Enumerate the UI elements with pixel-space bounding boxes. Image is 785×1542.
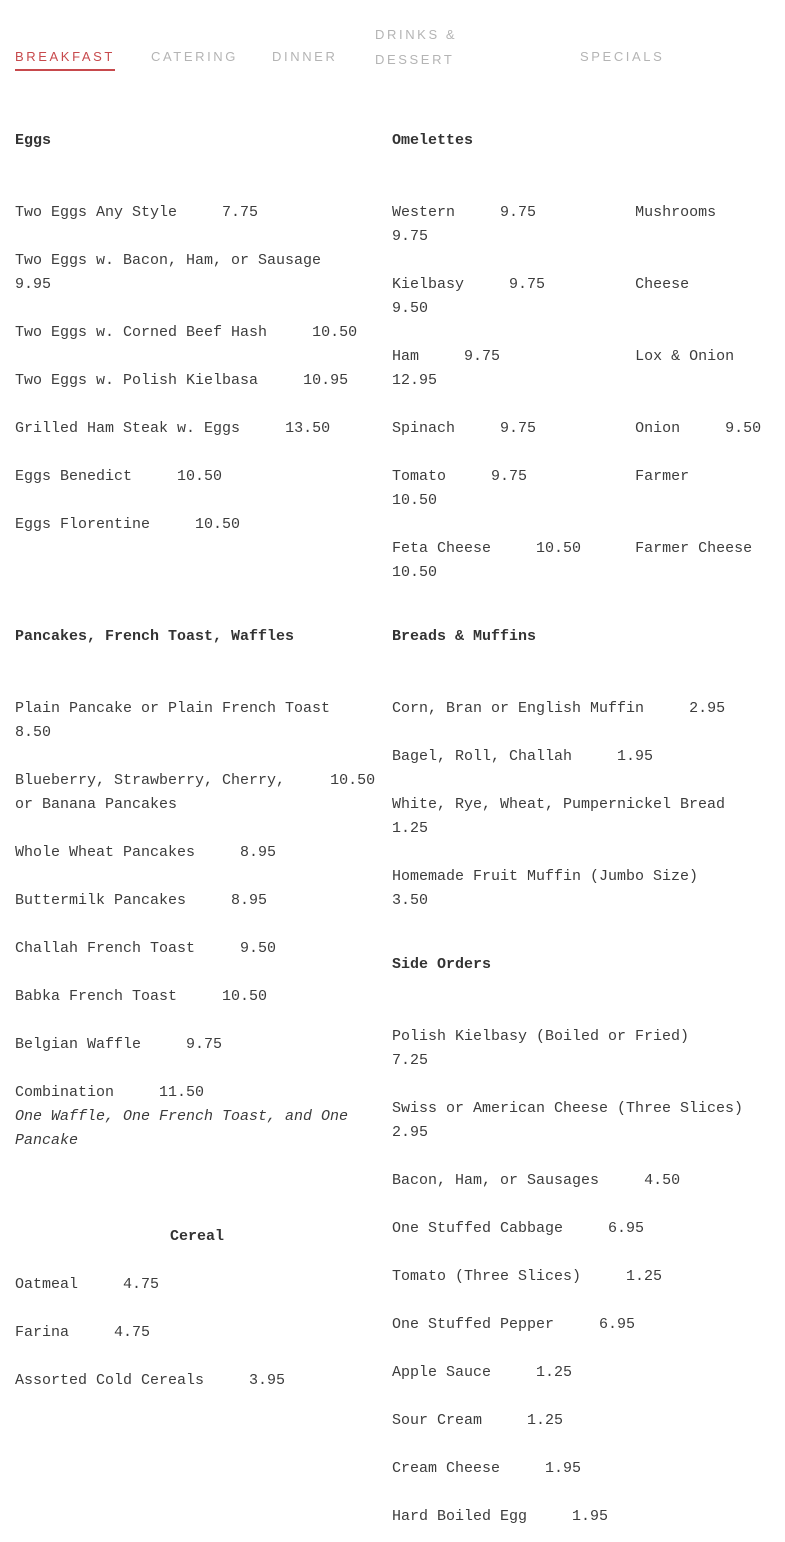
item-price: 1.95: [572, 1508, 609, 1525]
item-price: 9.95: [15, 276, 52, 293]
item-price: 9.75: [491, 468, 528, 485]
menu-item: [15, 417, 379, 441]
item-name: Mushrooms: [635, 204, 717, 221]
item-name: Homemade Fruit Muffin (Jumbo Size): [392, 868, 699, 885]
item-price: 9.75: [392, 228, 429, 245]
menu-column-right: [392, 0, 767, 1542]
item-name: Two Eggs w. Polish Kielbasa: [15, 372, 259, 389]
item-price: 12.95: [392, 372, 438, 389]
section-title: Cereal: [169, 1228, 224, 1245]
item-price: 3.50: [392, 892, 429, 909]
item-name: Challah French Toast: [15, 940, 196, 957]
item-price: 1.95: [545, 1460, 582, 1477]
menu-item: [15, 1081, 379, 1153]
item-name: Babka French Toast: [15, 988, 178, 1005]
tab-specials[interactable]: SPECIALS: [580, 49, 665, 64]
item-price: 9.75: [509, 276, 546, 293]
item-name: Tomato (Three Slices): [392, 1268, 582, 1285]
item-price: 9.75: [500, 204, 537, 221]
item-price: 10.50: [330, 772, 376, 789]
menu-item: [392, 1409, 767, 1433]
item-name: Bacon, Ham, or Sausages: [392, 1172, 600, 1189]
menu-item: [15, 201, 379, 225]
menu-section-cereal: [15, 1225, 379, 1417]
item-price: 1.25: [527, 1412, 564, 1429]
section-title: Breads & Muffins: [392, 628, 537, 645]
item-name: Western: [392, 204, 456, 221]
item-price: 9.50: [392, 300, 429, 317]
menu-item: [392, 1265, 767, 1289]
item-name: Apple Sauce: [392, 1364, 492, 1381]
menu-item: [15, 841, 379, 865]
item-name: Swiss or American Cheese (Three Slices): [392, 1100, 744, 1117]
item-price: 9.75: [186, 1036, 223, 1053]
item-name: Farina: [15, 1324, 70, 1341]
menu-item: [15, 321, 379, 345]
item-name: Whole Wheat Pancakes: [15, 844, 196, 861]
tab-catering[interactable]: CATERING: [151, 49, 239, 64]
item-note: One Waffle, One French Toast, and One Pancake: [15, 1108, 358, 1149]
item-price: 4.50: [644, 1172, 681, 1189]
menu-item: [15, 769, 379, 817]
item-name: Farmer Cheese: [635, 540, 753, 557]
menu-item-row: [392, 417, 767, 441]
item-price: 2.95: [689, 700, 726, 717]
item-name: Ham: [392, 348, 420, 365]
item-price: 3.95: [249, 1372, 286, 1389]
item-name: Sour Cream: [392, 1412, 483, 1429]
item-price: 9.50: [725, 420, 762, 437]
item-price: 10.50: [536, 540, 582, 557]
menu-item: [15, 985, 379, 1009]
item-price: 11.50: [159, 1084, 205, 1101]
menu-item: [392, 1169, 767, 1193]
item-name: One Stuffed Cabbage: [392, 1220, 564, 1237]
item-price: 8.95: [231, 892, 268, 909]
item-name: Feta Cheese: [392, 540, 492, 557]
menu-item: [392, 1025, 767, 1073]
menu-item: [392, 745, 767, 769]
item-name: Lox & Onion: [635, 348, 735, 365]
item-price: 10.50: [392, 564, 438, 581]
menu-item: [15, 1321, 379, 1345]
item-price: 4.75: [114, 1324, 151, 1341]
tab-breakfast[interactable]: BREAKFAST: [15, 49, 115, 71]
item-price: 4.75: [123, 1276, 160, 1293]
menu-column-left: [15, 0, 379, 1542]
item-price: 8.95: [240, 844, 277, 861]
menu-item-row: [392, 465, 767, 513]
menu-section-breads-muffins: [392, 625, 767, 937]
item-price: 10.50: [392, 492, 438, 509]
item-price: 10.50: [312, 324, 358, 341]
item-price: 10.95: [303, 372, 349, 389]
section-title: Pancakes, French Toast, Waffles: [15, 628, 295, 645]
menu-item: [392, 1361, 767, 1385]
item-price: 7.75: [222, 204, 259, 221]
item-name: Eggs Benedict: [15, 468, 133, 485]
menu-item-row: [392, 273, 767, 321]
item-price: 8.50: [15, 724, 52, 741]
item-name: Cream Cheese: [392, 1460, 501, 1477]
menu-item: [15, 937, 379, 961]
item-name: Spinach: [392, 420, 456, 437]
item-price: 1.95: [617, 748, 654, 765]
item-name: One Stuffed Pepper: [392, 1316, 555, 1333]
item-price: 9.50: [240, 940, 277, 957]
item-name: Two Eggs Any Style: [15, 204, 178, 221]
item-name: Polish Kielbasy (Boiled or Fried): [392, 1028, 690, 1045]
menu-item: [15, 889, 379, 913]
item-name: Belgian Waffle: [15, 1036, 142, 1053]
item-name: Corn, Bran or English Muffin: [392, 700, 645, 717]
menu-item: [15, 513, 379, 537]
section-title: Eggs: [15, 132, 52, 149]
item-name: Blueberry, Strawberry, Cherry,: [15, 772, 286, 789]
menu-item: [392, 697, 767, 721]
menu-section-pancakes-french-toast-waffles: [15, 625, 379, 1177]
menu-item: [392, 1505, 767, 1529]
menu-section-omelettes: [392, 129, 767, 609]
item-price: 10.50: [177, 468, 223, 485]
item-price: 6.95: [608, 1220, 645, 1237]
menu-item: [15, 697, 379, 745]
item-price: 6.95: [599, 1316, 636, 1333]
item-price: 9.75: [464, 348, 501, 365]
section-title: Omelettes: [392, 132, 474, 149]
item-name: Hard Boiled Egg: [392, 1508, 528, 1525]
menu-section-eggs: [15, 129, 379, 561]
item-name: Buttermilk Pancakes: [15, 892, 187, 909]
menu-item-row: [392, 345, 767, 393]
menu-item: [392, 1217, 767, 1241]
menu-item: [15, 249, 379, 297]
item-name: Onion: [635, 420, 681, 437]
item-price: 7.25: [392, 1052, 429, 1069]
item-name: Plain Pancake or Plain French Toast: [15, 700, 331, 717]
item-name: Bagel, Roll, Challah: [392, 748, 573, 765]
item-name: White, Rye, Wheat, Pumpernickel Bread: [392, 796, 726, 813]
menu-section-side-orders: [392, 953, 767, 1542]
item-name: Tomato: [392, 468, 447, 485]
menu-item: [392, 865, 767, 913]
item-name: Grilled Ham Steak w. Eggs: [15, 420, 241, 437]
item-price: 9.75: [500, 420, 537, 437]
menu-item: [15, 1369, 379, 1393]
item-name: Two Eggs w. Bacon, Ham, or Sausage: [15, 252, 322, 269]
item-name: Farmer: [635, 468, 690, 485]
item-name: Assorted Cold Cereals: [15, 1372, 205, 1389]
item-price: 1.25: [392, 820, 429, 837]
menu-item: [15, 1273, 379, 1297]
menu-item: [392, 1097, 767, 1145]
menu-item: [15, 465, 379, 489]
menu-item-row: [392, 201, 767, 249]
menu-item: [15, 369, 379, 393]
item-name: Combination: [15, 1084, 115, 1101]
section-title: Side Orders: [392, 956, 492, 973]
item-price: 1.25: [536, 1364, 573, 1381]
menu-item: [15, 1033, 379, 1057]
item-name: Oatmeal: [15, 1276, 79, 1293]
menu-item: [392, 1457, 767, 1481]
item-price: 1.25: [626, 1268, 663, 1285]
item-price: 10.50: [222, 988, 268, 1005]
item-description: or Banana Pancakes: [15, 796, 178, 813]
menu-item-row: [392, 537, 767, 585]
menu-item: [392, 1313, 767, 1337]
item-name: Two Eggs w. Corned Beef Hash: [15, 324, 268, 341]
menu-item: [392, 793, 767, 841]
tab-drinks-and-dessert[interactable]: DRINKS & DESSERT: [375, 27, 458, 67]
item-price: 10.50: [195, 516, 241, 533]
item-name: Eggs Florentine: [15, 516, 151, 533]
tab-dinner[interactable]: DINNER: [272, 49, 338, 64]
item-name: Kielbasy: [392, 276, 465, 293]
item-price: 2.95: [392, 1124, 429, 1141]
item-name: Cheese: [635, 276, 690, 293]
item-price: 13.50: [285, 420, 331, 437]
